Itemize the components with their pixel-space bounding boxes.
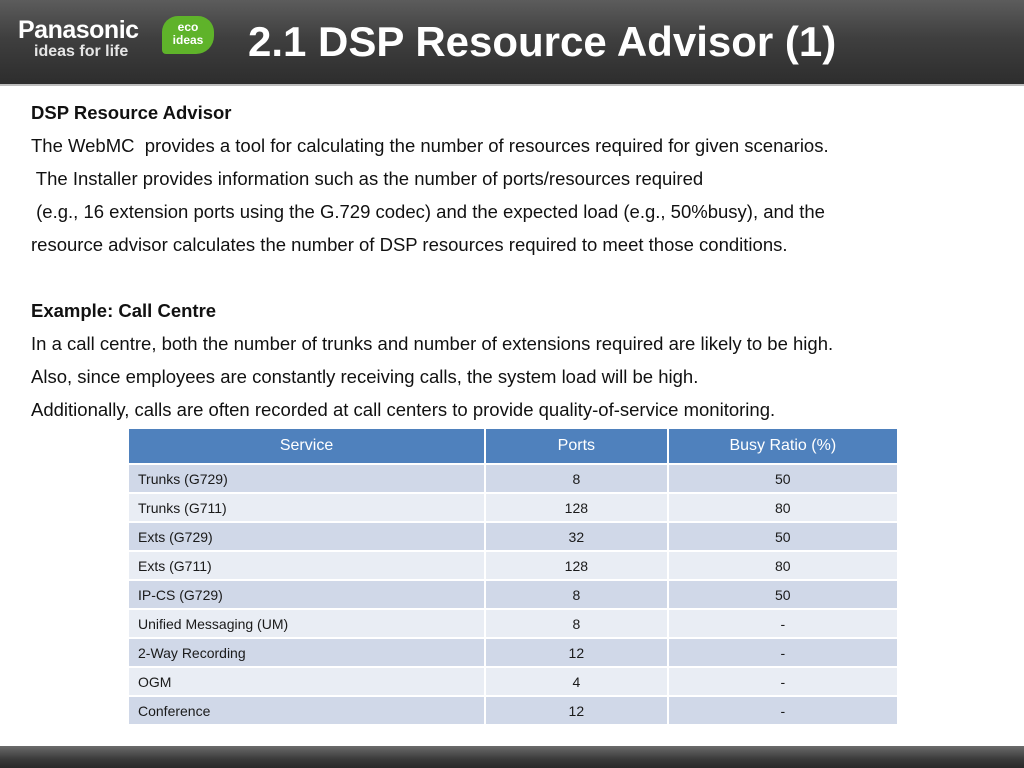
header-bar — [0, 0, 1024, 84]
ports-cell: 128 — [485, 551, 668, 580]
paragraph-line: Also, since employees are constantly receiving calls, the system load will be high. — [31, 366, 699, 387]
spacer — [31, 261, 991, 294]
table-row — [128, 464, 898, 493]
table-row — [128, 609, 898, 638]
service-cell: OGM — [128, 667, 485, 696]
column-header-ports: Ports — [485, 428, 668, 464]
table-row — [128, 696, 898, 725]
service-cell: 2-Way Recording — [128, 638, 485, 667]
slide-body — [31, 96, 991, 426]
ideas-label: ideas — [172, 33, 204, 47]
ports-cell: 128 — [485, 493, 668, 522]
table-row — [128, 551, 898, 580]
column-header-busy-ratio: Busy Ratio (%) — [668, 428, 898, 464]
logo-tagline: ideas for life — [34, 43, 129, 60]
panasonic-logo — [18, 16, 158, 60]
paragraph-line: resource advisor calculates the number of DSP resources required to meet those conditions. — [31, 234, 788, 255]
busy-ratio-cell: - — [668, 667, 898, 696]
slide-title: 2.1 DSP Resource Advisor (1) — [248, 18, 837, 65]
eco-label: eco — [177, 20, 199, 34]
footer-bar — [0, 746, 1024, 768]
section-heading: DSP Resource Advisor — [31, 102, 232, 123]
ports-cell: 12 — [485, 638, 668, 667]
eco-ideas-leaf-icon — [162, 16, 214, 54]
table-row — [128, 580, 898, 609]
table-row — [128, 667, 898, 696]
column-header-service: Service — [128, 428, 485, 464]
ports-cell: 8 — [485, 609, 668, 638]
busy-ratio-cell: 80 — [668, 551, 898, 580]
service-cell: Trunks (G711) — [128, 493, 485, 522]
header-divider — [0, 84, 1024, 86]
busy-ratio-cell: 80 — [668, 493, 898, 522]
ports-cell: 12 — [485, 696, 668, 725]
service-cell: Exts (G711) — [128, 551, 485, 580]
paragraph-line: Additionally, calls are often recorded at call centers to provide quality-of-service monitoring. — [31, 399, 776, 420]
ports-cell: 8 — [485, 580, 668, 609]
busy-ratio-cell: 50 — [668, 464, 898, 493]
ports-cell: 32 — [485, 522, 668, 551]
table-row — [128, 493, 898, 522]
example-heading: Example: Call Centre — [31, 300, 217, 321]
paragraph-line: In a call centre, both the number of trunks and number of extensions required are likely to be high. — [31, 333, 834, 354]
busy-ratio-cell: 50 — [668, 522, 898, 551]
service-cell: IP-CS (G729) — [128, 580, 485, 609]
service-cell: Exts (G729) — [128, 522, 485, 551]
busy-ratio-cell: - — [668, 696, 898, 725]
paragraph-line: The Installer provides information such as the number of ports/resources required — [31, 168, 704, 189]
service-cell: Trunks (G729) — [128, 464, 485, 493]
ports-cell: 4 — [485, 667, 668, 696]
busy-ratio-cell: - — [668, 638, 898, 667]
busy-ratio-cell: - — [668, 609, 898, 638]
paragraph-line: (e.g., 16 extension ports using the G.729 codec) and the expected load (e.g., 50%busy), and the — [31, 201, 825, 222]
service-cell: Unified Messaging (UM) — [128, 609, 485, 638]
ports-cell: 8 — [485, 464, 668, 493]
busy-ratio-cell: 50 — [668, 580, 898, 609]
resource-table — [127, 427, 899, 726]
table-row — [128, 638, 898, 667]
logo-brand: Panasonic — [18, 16, 139, 44]
table-row — [128, 522, 898, 551]
service-cell: Conference — [128, 696, 485, 725]
paragraph-line: The WebMC provides a tool for calculating the number of resources required for given scenarios. — [31, 135, 829, 156]
table-header-row — [128, 428, 898, 464]
